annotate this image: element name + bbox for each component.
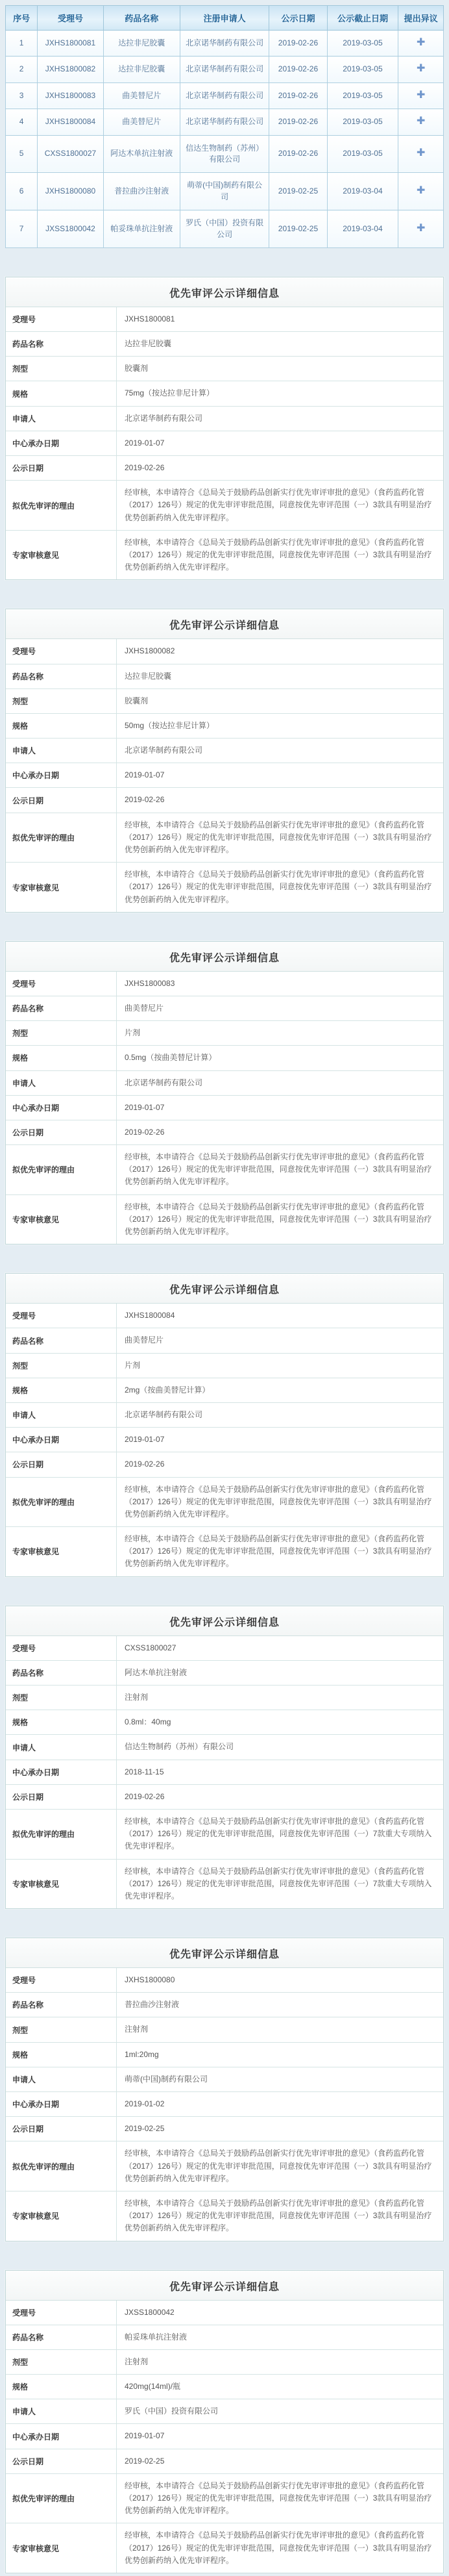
raise-objection-plus-icon[interactable]: ✚ xyxy=(416,116,426,127)
field-label-dosage-form: 剂型 xyxy=(6,1353,117,1378)
summary-table-body xyxy=(6,31,444,248)
detail-row-dosage-form xyxy=(6,1353,443,1378)
acceptance-no: JXHS1800082 xyxy=(38,57,103,82)
drug-name: 曲美替尼片 xyxy=(103,82,180,108)
summary-header-row xyxy=(6,6,444,31)
field-label-acceptance-no: 受理号 xyxy=(6,1968,117,1993)
field-value-drug-name: 曲美替尼片 xyxy=(117,1328,444,1353)
field-label-reason: 拟优先审评的理由 xyxy=(6,1477,117,1527)
detail-row-spec xyxy=(6,2375,443,2399)
field-value-publish-date: 2019-02-25 xyxy=(117,2117,444,2141)
field-value-drug-name: 达拉非尼胶囊 xyxy=(117,332,444,357)
field-value-reason: 经审核，本申请符合《总局关于鼓励药品创新实行优先审评审批的意见》（食药监药化管（2017）126号）规定的优先审评审批范围，同意按优先审评范围（一）3款具有明显治疗优势创新药纳入优先审评程序。 xyxy=(117,1477,444,1527)
field-label-publish-date: 公示日期 xyxy=(6,788,117,813)
detail-row-publish-date xyxy=(6,1784,443,1809)
field-label-acceptance-no: 受理号 xyxy=(6,2301,117,2325)
detail-row-reason xyxy=(6,813,443,863)
field-label-expert-opinion: 专家审核意见 xyxy=(6,1194,117,1244)
field-value-publish-date: 2019-02-26 xyxy=(117,788,444,813)
field-label-publish-date: 公示日期 xyxy=(6,2117,117,2141)
field-value-publish-date: 2019-02-26 xyxy=(117,1784,444,1809)
applicant: 北京诺华制药有限公司 xyxy=(180,31,269,57)
field-label-acceptance-no: 受理号 xyxy=(6,1636,117,1661)
field-label-publish-date: 公示日期 xyxy=(6,456,117,481)
row-index: 2 xyxy=(6,57,38,82)
field-value-acceptance-no: CXSS1800027 xyxy=(117,1636,444,1661)
raise-objection-plus-icon[interactable]: ✚ xyxy=(416,89,426,101)
field-value-applicant: 北京诺华制药有限公司 xyxy=(117,739,444,763)
objection-cell xyxy=(398,109,444,135)
field-value-spec: 50mg（按达拉非尼计算） xyxy=(117,713,444,738)
objection-cell xyxy=(398,82,444,108)
field-label-expert-opinion: 专家审核意见 xyxy=(6,1859,117,1908)
field-label-drug-name: 药品名称 xyxy=(6,664,117,688)
field-label-spec: 规格 xyxy=(6,1710,117,1735)
detail-row-applicant xyxy=(6,1402,443,1427)
field-value-drug-name: 普拉曲沙注射液 xyxy=(117,1993,444,2017)
field-value-spec: 75mg（按达拉非尼计算） xyxy=(117,381,444,406)
field-value-dosage-form: 注射剂 xyxy=(117,2017,444,2042)
field-label-dosage-form: 剂型 xyxy=(6,2349,117,2374)
field-value-dosage-form: 注射剂 xyxy=(117,2349,444,2374)
detail-row-dosage-form xyxy=(6,688,443,713)
detail-sections-container xyxy=(0,277,449,2573)
objection-cell xyxy=(398,57,444,82)
publish-deadline: 2019-03-05 xyxy=(327,57,398,82)
summary-row xyxy=(6,57,444,82)
field-value-applicant: 北京诺华制药有限公司 xyxy=(117,406,444,431)
applicant: 信达生物制药（苏州）有限公司 xyxy=(180,135,269,173)
detail-row-center-date xyxy=(6,1760,443,1784)
field-value-acceptance-no: JXHS1800081 xyxy=(117,307,444,332)
field-label-publish-date: 公示日期 xyxy=(6,1452,117,1477)
field-value-drug-name: 曲美替尼片 xyxy=(117,996,444,1020)
field-label-expert-opinion: 专家审核意见 xyxy=(6,530,117,579)
applicant: 北京诺华制药有限公司 xyxy=(180,57,269,82)
row-index: 3 xyxy=(6,82,38,108)
col-header-index: 序号 xyxy=(6,6,38,31)
detail-section-card xyxy=(5,1938,444,2241)
drug-name: 达拉非尼胶囊 xyxy=(103,31,180,57)
summary-row xyxy=(6,210,444,248)
detail-section-title: 优先审评公示详细信息 xyxy=(6,1938,443,1968)
acceptance-no: CXSS1800027 xyxy=(38,135,103,173)
field-label-reason: 拟优先审评的理由 xyxy=(6,1809,117,1859)
publish-date: 2019-02-26 xyxy=(269,57,327,82)
field-label-applicant: 申请人 xyxy=(6,406,117,431)
field-value-drug-name: 阿达木单抗注射液 xyxy=(117,1660,444,1685)
detail-row-applicant xyxy=(6,1735,443,1760)
field-label-applicant: 申请人 xyxy=(6,2067,117,2091)
detail-row-publish-date xyxy=(6,1120,443,1144)
field-value-acceptance-no: JXHS1800084 xyxy=(117,1304,444,1328)
field-value-applicant: 罗氏（中国）投资有限公司 xyxy=(117,2399,444,2424)
detail-section-card xyxy=(5,1606,444,1909)
row-index: 7 xyxy=(6,210,38,248)
field-label-applicant: 申请人 xyxy=(6,1735,117,1760)
field-value-center-date: 2019-01-07 xyxy=(117,2424,444,2449)
publish-date: 2019-02-26 xyxy=(269,82,327,108)
field-value-applicant: 信达生物制药（苏州）有限公司 xyxy=(117,1735,444,1760)
detail-row-dosage-form xyxy=(6,357,443,381)
detail-section-card xyxy=(5,609,444,912)
summary-row xyxy=(6,82,444,108)
acceptance-no: JXHS1800081 xyxy=(38,31,103,57)
detail-row-publish-date xyxy=(6,2117,443,2141)
field-value-publish-date: 2019-02-26 xyxy=(117,456,444,481)
field-value-applicant: 北京诺华制药有限公司 xyxy=(117,1402,444,1427)
field-label-center-date: 中心承办日期 xyxy=(6,763,117,788)
publish-date: 2019-02-26 xyxy=(269,135,327,173)
detail-table xyxy=(6,2301,443,2573)
field-label-applicant: 申请人 xyxy=(6,739,117,763)
field-label-reason: 拟优先审评的理由 xyxy=(6,2473,117,2523)
field-value-acceptance-no: JXHS1800083 xyxy=(117,972,444,996)
objection-cell xyxy=(398,135,444,173)
row-index: 1 xyxy=(6,31,38,57)
field-value-expert-opinion: 经审核，本申请符合《总局关于鼓励药品创新实行优先审评审批的意见》（食药监药化管（2017）126号）规定的优先审评审批范围，同意按优先审评范围（一）3款具有明显治疗优势创新药纳入优先审评程序。 xyxy=(125,1534,432,1569)
detail-table xyxy=(6,639,443,911)
detail-row-publish-date xyxy=(6,788,443,813)
detail-section-title: 优先审评公示详细信息 xyxy=(6,277,443,307)
field-label-center-date: 中心承办日期 xyxy=(6,431,117,455)
detail-section-card xyxy=(5,1273,444,1576)
detail-row-acceptance-no xyxy=(6,639,443,664)
detail-row-spec xyxy=(6,713,443,738)
detail-row-spec xyxy=(6,1378,443,1402)
field-value-applicant: 北京诺华制药有限公司 xyxy=(117,1070,444,1095)
field-label-drug-name: 药品名称 xyxy=(6,332,117,357)
applicant: 罗氏（中国）投资有限公司 xyxy=(180,210,269,248)
field-label-applicant: 申请人 xyxy=(6,2399,117,2424)
field-label-dosage-form: 剂型 xyxy=(6,2017,117,2042)
detail-row-acceptance-no xyxy=(6,1636,443,1661)
field-label-center-date: 中心承办日期 xyxy=(6,2424,117,2449)
field-label-publish-date: 公示日期 xyxy=(6,1784,117,1809)
col-header-publish-date: 公示日期 xyxy=(269,6,327,31)
detail-row-expert-opinion xyxy=(6,1859,443,1908)
field-value-applicant: 萌蒂(中国)制药有限公司 xyxy=(117,2067,444,2091)
field-label-drug-name: 药品名称 xyxy=(6,1328,117,1353)
summary-table-head xyxy=(6,6,444,31)
detail-row-applicant xyxy=(6,1070,443,1095)
summary-row xyxy=(6,135,444,173)
field-label-drug-name: 药品名称 xyxy=(6,1660,117,1685)
detail-row-dosage-form xyxy=(6,2017,443,2042)
field-value-expert-opinion: 经审核，本申请符合《总局关于鼓励药品创新实行优先审评审批的意见》（食药监药化管（2017）126号）规定的优先审评审批范围，同意按优先审评范围（一）3款具有明显治疗优势创新药纳入优先审评程序。 xyxy=(125,870,432,904)
detail-section-title: 优先审评公示详细信息 xyxy=(6,2271,443,2301)
detail-row-spec xyxy=(6,381,443,406)
detail-table xyxy=(6,1304,443,1576)
detail-row-publish-date xyxy=(6,456,443,481)
detail-table xyxy=(6,972,443,1244)
drug-name: 阿达木单抗注射液 xyxy=(103,135,180,173)
detail-row-publish-date xyxy=(6,2449,443,2473)
acceptance-no: JXHS1800084 xyxy=(38,109,103,135)
objection-cell xyxy=(398,210,444,248)
col-header-drug-name: 药品名称 xyxy=(103,6,180,31)
field-value-expert-opinion: 经审核，本申请符合《总局关于鼓励药品创新实行优先审评审批的意见》（食药监药化管（2017）126号）规定的优先审评审批范围，同意按优先审评范围（一）3款具有明显治疗优势创新药纳入优先审评程序。 xyxy=(125,2198,432,2233)
field-value-expert-opinion: 经审核，本申请符合《总局关于鼓励药品创新实行优先审评审批的意见》（食药监药化管（2017）126号）规定的优先审评审批范围，同意按优先审评范围（一）3款具有明显治疗优势创新药纳入优先审评程序。 xyxy=(125,537,432,572)
field-value-spec: 1ml:20mg xyxy=(117,2042,444,2067)
field-label-expert-opinion: 专家审核意见 xyxy=(6,1527,117,1576)
detail-table xyxy=(6,1968,443,2240)
detail-row-applicant xyxy=(6,739,443,763)
field-value-reason: 经审核，本申请符合《总局关于鼓励药品创新实行优先审评审批的意见》（食药监药化管（2017）126号）规定的优先审评审批范围，同意按优先审评范围（一）3款具有明显治疗优势创新药纳入优先审评程序。 xyxy=(117,2141,444,2191)
field-value-expert-opinion: 经审核，本申请符合《总局关于鼓励药品创新实行优先审评审批的意见》（食药监药化管（2017）126号）规定的优先审评审批范围，同意按优先审评范围（一）3款具有明显治疗优势创新药纳入优先审评程序。 xyxy=(125,1202,432,1237)
detail-row-acceptance-no xyxy=(6,2301,443,2325)
drug-name: 曲美替尼片 xyxy=(103,109,180,135)
field-label-spec: 规格 xyxy=(6,2375,117,2399)
raise-objection-plus-icon[interactable]: ✚ xyxy=(416,222,426,234)
detail-row-expert-opinion xyxy=(6,863,443,912)
field-value-reason: 经审核，本申请符合《总局关于鼓励药品创新实行优先审评审批的意见》（食药监药化管（2017）126号）规定的优先审评审批范围，同意按优先审评范围（一）3款具有明显治疗优势创新药纳入优先审评程序。 xyxy=(117,2473,444,2523)
field-value-drug-name: 达拉非尼胶囊 xyxy=(117,664,444,688)
detail-row-expert-opinion xyxy=(6,530,443,579)
field-value-dosage-form: 片剂 xyxy=(117,1353,444,1378)
detail-section-title: 优先审评公示详细信息 xyxy=(6,609,443,639)
summary-table xyxy=(5,5,444,248)
detail-row-applicant xyxy=(6,2067,443,2091)
field-label-publish-date: 公示日期 xyxy=(6,2449,117,2473)
detail-row-reason xyxy=(6,481,443,531)
detail-row-center-date xyxy=(6,2424,443,2449)
field-label-reason: 拟优先审评的理由 xyxy=(6,813,117,863)
field-value-dosage-form: 片剂 xyxy=(117,1021,444,1046)
field-value-center-date: 2019-01-07 xyxy=(117,763,444,788)
field-label-expert-opinion: 专家审核意见 xyxy=(6,863,117,912)
detail-section-card xyxy=(5,277,444,580)
field-value-drug-name: 帕妥珠单抗注射液 xyxy=(117,2325,444,2349)
drug-name: 达拉非尼胶囊 xyxy=(103,57,180,82)
row-index: 4 xyxy=(6,109,38,135)
field-value-reason: 经审核，本申请符合《总局关于鼓励药品创新实行优先审评审批的意见》（食药监药化管（2017）126号）规定的优先审评审批范围，同意按优先审评范围（一）3款具有明显治疗优势创新药纳入优先审评程序。 xyxy=(117,813,444,863)
field-label-expert-opinion: 专家审核意见 xyxy=(6,2523,117,2573)
field-value-expert-opinion: 经审核，本申请符合《总局关于鼓励药品创新实行优先审评审批的意见》（食药监药化管（2017）126号）规定的优先审评审批范围，同意按优先审评范围（一）3款具有明显治疗优势创新药纳入优先审评程序。 xyxy=(125,2531,432,2565)
detail-section-title: 优先审评公示详细信息 xyxy=(6,942,443,972)
raise-objection-plus-icon[interactable]: ✚ xyxy=(416,63,426,75)
field-label-drug-name: 药品名称 xyxy=(6,996,117,1020)
detail-row-applicant xyxy=(6,2399,443,2424)
field-label-dosage-form: 剂型 xyxy=(6,688,117,713)
publish-date: 2019-02-25 xyxy=(269,210,327,248)
publish-deadline: 2019-03-05 xyxy=(327,82,398,108)
applicant: 北京诺华制药有限公司 xyxy=(180,109,269,135)
objection-cell xyxy=(398,173,444,210)
detail-row-spec xyxy=(6,1046,443,1070)
field-value-dosage-form: 胶囊剂 xyxy=(117,688,444,713)
drug-name: 普拉曲沙注射液 xyxy=(103,173,180,210)
field-label-publish-date: 公示日期 xyxy=(6,1120,117,1144)
field-label-drug-name: 药品名称 xyxy=(6,2325,117,2349)
field-value-dosage-form: 胶囊剂 xyxy=(117,357,444,381)
detail-row-drug-name xyxy=(6,2325,443,2349)
field-label-acceptance-no: 受理号 xyxy=(6,1304,117,1328)
applicant: 北京诺华制药有限公司 xyxy=(180,82,269,108)
publish-date: 2019-02-26 xyxy=(269,31,327,57)
field-value-acceptance-no: JXHS1800082 xyxy=(117,639,444,664)
field-value-center-date: 2019-01-07 xyxy=(117,1428,444,1452)
field-value-acceptance-no: JXHS1800080 xyxy=(117,1968,444,1993)
col-header-objection: 提出异议 xyxy=(398,6,444,31)
field-value-center-date: 2019-01-02 xyxy=(117,2092,444,2117)
publish-deadline: 2019-03-04 xyxy=(327,210,398,248)
field-label-center-date: 中心承办日期 xyxy=(6,1428,117,1452)
detail-table xyxy=(6,1636,443,1908)
raise-objection-plus-icon[interactable]: ✚ xyxy=(416,37,426,48)
detail-row-center-date xyxy=(6,763,443,788)
detail-row-publish-date xyxy=(6,1452,443,1477)
field-value-spec: 0.8ml：40mg xyxy=(117,1710,444,1735)
detail-row-reason xyxy=(6,1809,443,1859)
detail-row-acceptance-no xyxy=(6,972,443,996)
detail-row-dosage-form xyxy=(6,2349,443,2374)
field-label-applicant: 申请人 xyxy=(6,1402,117,1427)
detail-row-center-date xyxy=(6,2092,443,2117)
row-index: 5 xyxy=(6,135,38,173)
detail-row-applicant xyxy=(6,406,443,431)
detail-table xyxy=(6,307,443,579)
field-value-dosage-form: 注射剂 xyxy=(117,1686,444,1710)
publish-date: 2019-02-25 xyxy=(269,173,327,210)
acceptance-no: JXHS1800080 xyxy=(38,173,103,210)
raise-objection-plus-icon[interactable]: ✚ xyxy=(416,185,426,197)
summary-table-wrap xyxy=(0,0,449,248)
field-label-acceptance-no: 受理号 xyxy=(6,972,117,996)
publish-deadline: 2019-03-05 xyxy=(327,109,398,135)
summary-row xyxy=(6,173,444,210)
detail-row-reason xyxy=(6,2473,443,2523)
field-value-reason: 经审核，本申请符合《总局关于鼓励药品创新实行优先审评审批的意见》（食药监药化管（2017）126号）规定的优先审评审批范围，同意按优先审评范围（一）7款重大专项纳入优先审评程序。 xyxy=(117,1809,444,1859)
field-label-dosage-form: 剂型 xyxy=(6,357,117,381)
detail-row-acceptance-no xyxy=(6,307,443,332)
detail-row-dosage-form xyxy=(6,1021,443,1046)
field-value-spec: 0.5mg（按曲美替尼计算） xyxy=(117,1046,444,1070)
col-header-deadline: 公示截止日期 xyxy=(327,6,398,31)
detail-section-title: 优先审评公示详细信息 xyxy=(6,1274,443,1304)
field-label-spec: 规格 xyxy=(6,1046,117,1070)
detail-row-expert-opinion xyxy=(6,2523,443,2573)
col-header-applicant: 注册申请人 xyxy=(180,6,269,31)
objection-cell xyxy=(398,31,444,57)
publish-deadline: 2019-03-05 xyxy=(327,135,398,173)
row-index: 6 xyxy=(6,173,38,210)
detail-row-drug-name xyxy=(6,332,443,357)
detail-row-acceptance-no xyxy=(6,1968,443,1993)
field-label-reason: 拟优先审评的理由 xyxy=(6,1145,117,1195)
detail-row-reason xyxy=(6,1145,443,1195)
detail-row-drug-name xyxy=(6,664,443,688)
field-value-expert-opinion: 经审核，本申请符合《总局关于鼓励药品创新实行优先审评审批的意见》（食药监药化管（2017）126号）规定的优先审评审批范围，同意按优先审评范围（一）7款重大专项纳入优先审评程序。 xyxy=(125,1866,432,1900)
publish-deadline: 2019-03-05 xyxy=(327,31,398,57)
field-label-reason: 拟优先审评的理由 xyxy=(6,2141,117,2191)
detail-row-dosage-form xyxy=(6,1686,443,1710)
field-label-spec: 规格 xyxy=(6,381,117,406)
detail-row-drug-name xyxy=(6,1993,443,2017)
detail-row-center-date xyxy=(6,431,443,455)
field-label-dosage-form: 剂型 xyxy=(6,1021,117,1046)
field-value-spec: 420mg(14ml)/瓶 xyxy=(117,2375,444,2399)
field-value-acceptance-no: JXSS1800042 xyxy=(117,2301,444,2325)
field-value-publish-date: 2019-02-26 xyxy=(117,1452,444,1477)
detail-row-reason xyxy=(6,1477,443,1527)
field-label-center-date: 中心承办日期 xyxy=(6,2092,117,2117)
field-value-center-date: 2019-01-07 xyxy=(117,1095,444,1120)
field-label-center-date: 中心承办日期 xyxy=(6,1760,117,1784)
detail-section-card xyxy=(5,941,444,1244)
detail-row-expert-opinion xyxy=(6,1194,443,1244)
detail-row-acceptance-no xyxy=(6,1304,443,1328)
acceptance-no: JXHS1800083 xyxy=(38,82,103,108)
field-label-applicant: 申请人 xyxy=(6,1070,117,1095)
applicant: 萌蒂(中国)制药有限公司 xyxy=(180,173,269,210)
field-label-spec: 规格 xyxy=(6,2042,117,2067)
col-header-acceptance-no: 受理号 xyxy=(38,6,103,31)
acceptance-no: JXSS1800042 xyxy=(38,210,103,248)
detail-section-card xyxy=(5,2270,444,2573)
field-value-publish-date: 2019-02-25 xyxy=(117,2449,444,2473)
field-label-center-date: 中心承办日期 xyxy=(6,1095,117,1120)
field-value-center-date: 2018-11-15 xyxy=(117,1760,444,1784)
detail-row-center-date xyxy=(6,1095,443,1120)
summary-row xyxy=(6,31,444,57)
detail-row-drug-name xyxy=(6,1328,443,1353)
field-label-expert-opinion: 专家审核意见 xyxy=(6,2191,117,2240)
field-label-dosage-form: 剂型 xyxy=(6,1686,117,1710)
field-value-reason: 经审核，本申请符合《总局关于鼓励药品创新实行优先审评审批的意见》（食药监药化管（2017）126号）规定的优先审评审批范围，同意按优先审评范围（一）3款具有明显治疗优势创新药纳入优先审评程序。 xyxy=(117,1145,444,1195)
field-value-center-date: 2019-01-07 xyxy=(117,431,444,455)
detail-row-center-date xyxy=(6,1428,443,1452)
detail-row-drug-name xyxy=(6,996,443,1020)
detail-section-title: 优先审评公示详细信息 xyxy=(6,1606,443,1636)
field-label-reason: 拟优先审评的理由 xyxy=(6,481,117,531)
detail-row-expert-opinion xyxy=(6,1527,443,1576)
field-value-spec: 2mg（按曲美替尼计算） xyxy=(117,1378,444,1402)
detail-row-reason xyxy=(6,2141,443,2191)
field-label-spec: 规格 xyxy=(6,713,117,738)
summary-row xyxy=(6,109,444,135)
publish-date: 2019-02-26 xyxy=(269,109,327,135)
field-value-publish-date: 2019-02-26 xyxy=(117,1120,444,1144)
drug-name: 帕妥珠单抗注射液 xyxy=(103,210,180,248)
field-label-acceptance-no: 受理号 xyxy=(6,639,117,664)
detail-row-expert-opinion xyxy=(6,2191,443,2240)
detail-row-drug-name xyxy=(6,1660,443,1685)
field-value-reason: 经审核，本申请符合《总局关于鼓励药品创新实行优先审评审批的意见》（食药监药化管（2017）126号）规定的优先审评审批范围，同意按优先审评范围（一）3款具有明显治疗优势创新药纳入优先审评程序。 xyxy=(117,481,444,531)
publish-deadline: 2019-03-04 xyxy=(327,173,398,210)
field-label-spec: 规格 xyxy=(6,1378,117,1402)
detail-row-spec xyxy=(6,2042,443,2067)
field-label-acceptance-no: 受理号 xyxy=(6,307,117,332)
detail-row-spec xyxy=(6,1710,443,1735)
field-label-drug-name: 药品名称 xyxy=(6,1993,117,2017)
raise-objection-plus-icon[interactable]: ✚ xyxy=(416,147,426,159)
